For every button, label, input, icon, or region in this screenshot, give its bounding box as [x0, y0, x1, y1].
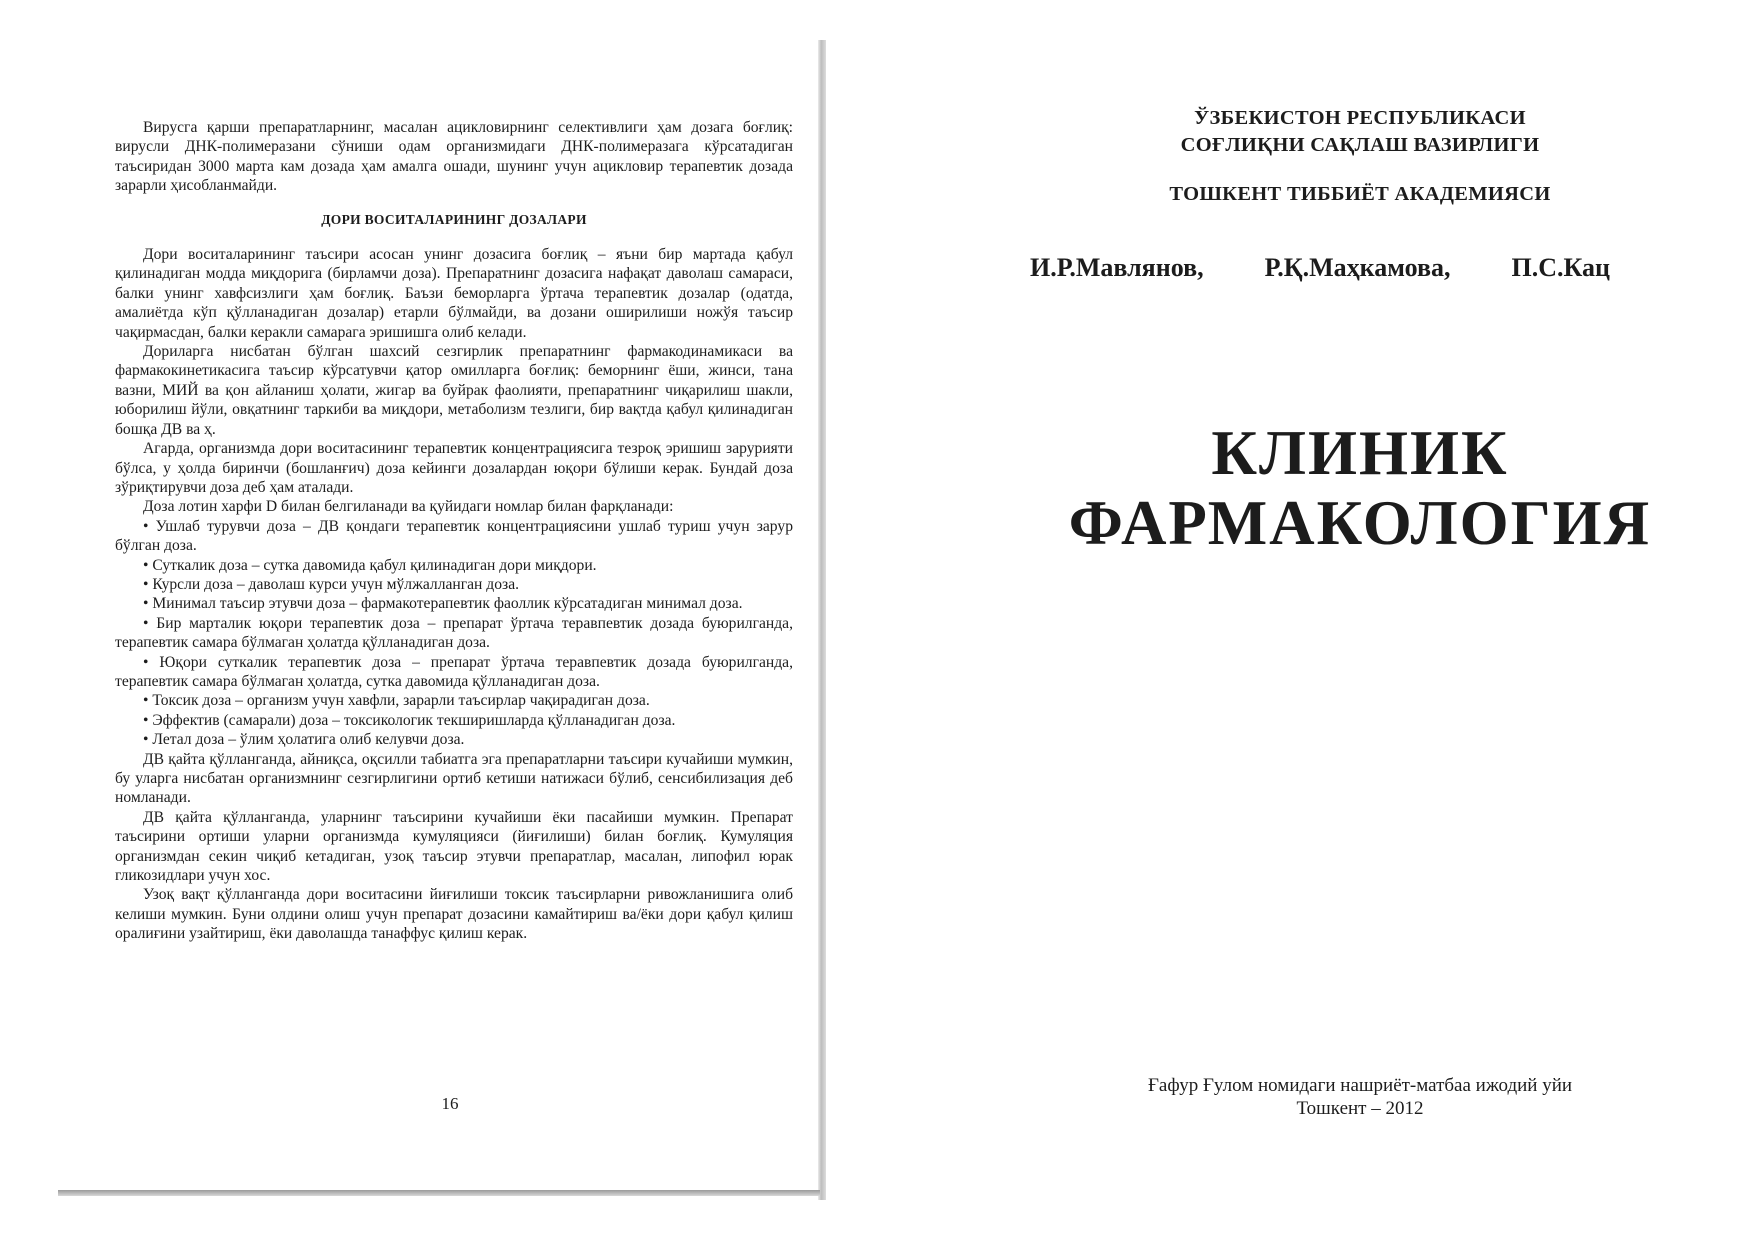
book-title-line-2: ФАРМАКОЛОГИЯ — [1068, 488, 1652, 558]
academy-name: ТОШКЕНТ ТИББИЁТ АКАДЕМИЯСИ — [1169, 183, 1551, 205]
left-page — [115, 118, 793, 944]
body-paragraph: Доза лотин харфи D билан белгиланади ва қуйидаги номлар билан фарқланади: — [143, 498, 674, 516]
page-number: 16 — [441, 1094, 459, 1113]
body-paragraph: ДВ қайта қўлланганда, айниқса, оқсилли табиатга эга препаратларни таъсири кучайиши мумкин, бу уларга нисбатан организмнинг сезгирлигини ортиб кетиши натижаси бўлиб, сенсибилизация деб номланади. — [115, 750, 793, 807]
body-paragraph: Дори воситаларининг таъсири асосан унинг дозасига боғлиқ – яъни бир мартада қабул қилинадиган модда миқдорига (бирламчи доза). Препаратнинг дозасига нафақат даволаш самараси, балки унинг хавфсизлиги ҳам боғлиқ. Баъзи беморларга ўртача терапевтик дозалар (одатда, амалиётда кўп қўлланадиган дозалар) етарли бўлмайди, ва дозани оширилиши ножўя таъсир чақирмасдан, балки керакли самарага эришишга олиб келади. — [115, 246, 793, 341]
section-heading: ДОРИ ВОСИТАЛАРИНИНГ ДОЗАЛАРИ — [321, 211, 587, 227]
ministry-name: СОҒЛИҚНИ САҚЛАШ ВАЗИРЛИГИ — [1180, 134, 1540, 156]
body-paragraph: Узоқ вақт қўлланганда дори воситасини йиғилиши токсик таъсирларни ривожланишига олиб келиши мумкин. Буни олдини олиш учун препарат дозасини камайтириш ва/ёки дори қабул қилиш оралиғини узайтириш, ёки даволашда танаффус қилиш керак. — [115, 886, 793, 943]
author-name: П.С.Кац — [1511, 253, 1610, 282]
dose-list-item: • Бир марталик юқори терапевтик доза – препарат ўртача теравпевтик дозада буюрилганда, терапевтик самара бўлмаган ҳолатда қўлланадиган доза. — [115, 614, 793, 652]
body-paragraph: Дориларга нисбатан бўлган шахсий сезгирлик препаратнинг фармакодинамикаси ва фармакокинетикасига таъсир кўрсатувчи қатор омилларга боғлиқ: беморнинг ёши, жинси, тана вазни, МИЙ ва қон айланиш ҳолати, жигар ва буйрак фаолияти, препаратнинг чиқарилиш шакли, юборилиш йўли, овқатнинг таркиби ва миқдори, метаболизм тезлиги, бир вақтда қабул қилинадиган бошқа ДВ ва ҳ. — [115, 343, 793, 438]
dose-list-item: • Суткалик доза – сутка давомида қабул қилинадиган дори миқдори. — [143, 556, 597, 574]
page-bottom-edge — [58, 1190, 820, 1196]
body-paragraph: ДВ қайта қўлланганда, уларнинг таъсирини кучайиши ёки пасайиши мумкин. Препарат таъсирини ортиши уларни организмда кумуляцияси (йиғилиши) билан боғлиқ. Кумуляция организмдан секин чиқиб кетадиган, узоқ таъсир этувчи препаратлар, масалан, липофил юрак гликозидлари учун хос. — [115, 808, 793, 885]
city-year: Тошкент – 2012 — [1296, 1098, 1424, 1119]
book-title-line-1: КЛИНИК — [1211, 418, 1509, 488]
intro-paragraph: Вирусга қарши препаратларнинг, масалан ацикловирнинг селективлиги ҳам дозага боғлиқ: вирусли ДНК-полимеразани сўниши одам организмидаги ДНК-полимеразага кўрсатадиган таъсиридан 3000 марта кам дозада ҳам амалга ошади, шунинг учун ацикловир терапевтик дозада зарарли ҳисобланмайди. — [115, 119, 793, 195]
author-name: Р.Қ.Маҳкамова, — [1264, 253, 1451, 282]
authors — [1030, 253, 1610, 283]
author-name: И.Р.Мавлянов, — [1030, 253, 1204, 282]
book-fold — [818, 40, 826, 1200]
dose-list-item: • Минимал таъсир этувчи доза – фармакотерапевтик фаоллик кўрсатадиган минимал доза. — [143, 595, 743, 613]
dose-list-item: • Токсик доза – организм учун хавфли, зарарли таъсирлар чақирадиган доза. — [143, 692, 650, 710]
country-name: ЎЗБЕКИСТОН РЕСПУБЛИКАСИ — [1194, 107, 1526, 129]
dose-list-item: • Эффектив (самарали) доза – токсикологик текширишларда қўлланадиган доза. — [143, 711, 676, 729]
publisher: Ғафур Ғулом номидаги нашриёт-матбаа ижодий уйи — [1147, 1075, 1573, 1096]
dose-list-item: • Летал доза – ўлим ҳолатига олиб келувчи доза. — [143, 731, 465, 749]
dose-list-item: • Курсли доза – даволаш курси учун мўлжалланган доза. — [143, 575, 520, 593]
dose-list-item: • Ушлаб турувчи доза – ДВ қондаги терапевтик концентрациясини ушлаб туриш учун зарур бўлган доза. — [115, 517, 793, 555]
dose-list-item: • Юқори суткалик терапевтик доза – препарат ўртача теравпевтик дозада буюрилганда, терапевтик самара бўлмаган ҳолатда, сутка давомида қўлланадиган доза. — [115, 653, 793, 690]
body-paragraph: Агарда, организмда дори воситасининг терапевтик концентрациясига тезроқ эришиш зарурияти бўлса, у ҳолда биринчи (бошланғич) доза кейинги дозалардан юқори бўлиши керак. Бундай доза зўриқтирувчи доза деб ҳам аталади. — [115, 440, 793, 496]
